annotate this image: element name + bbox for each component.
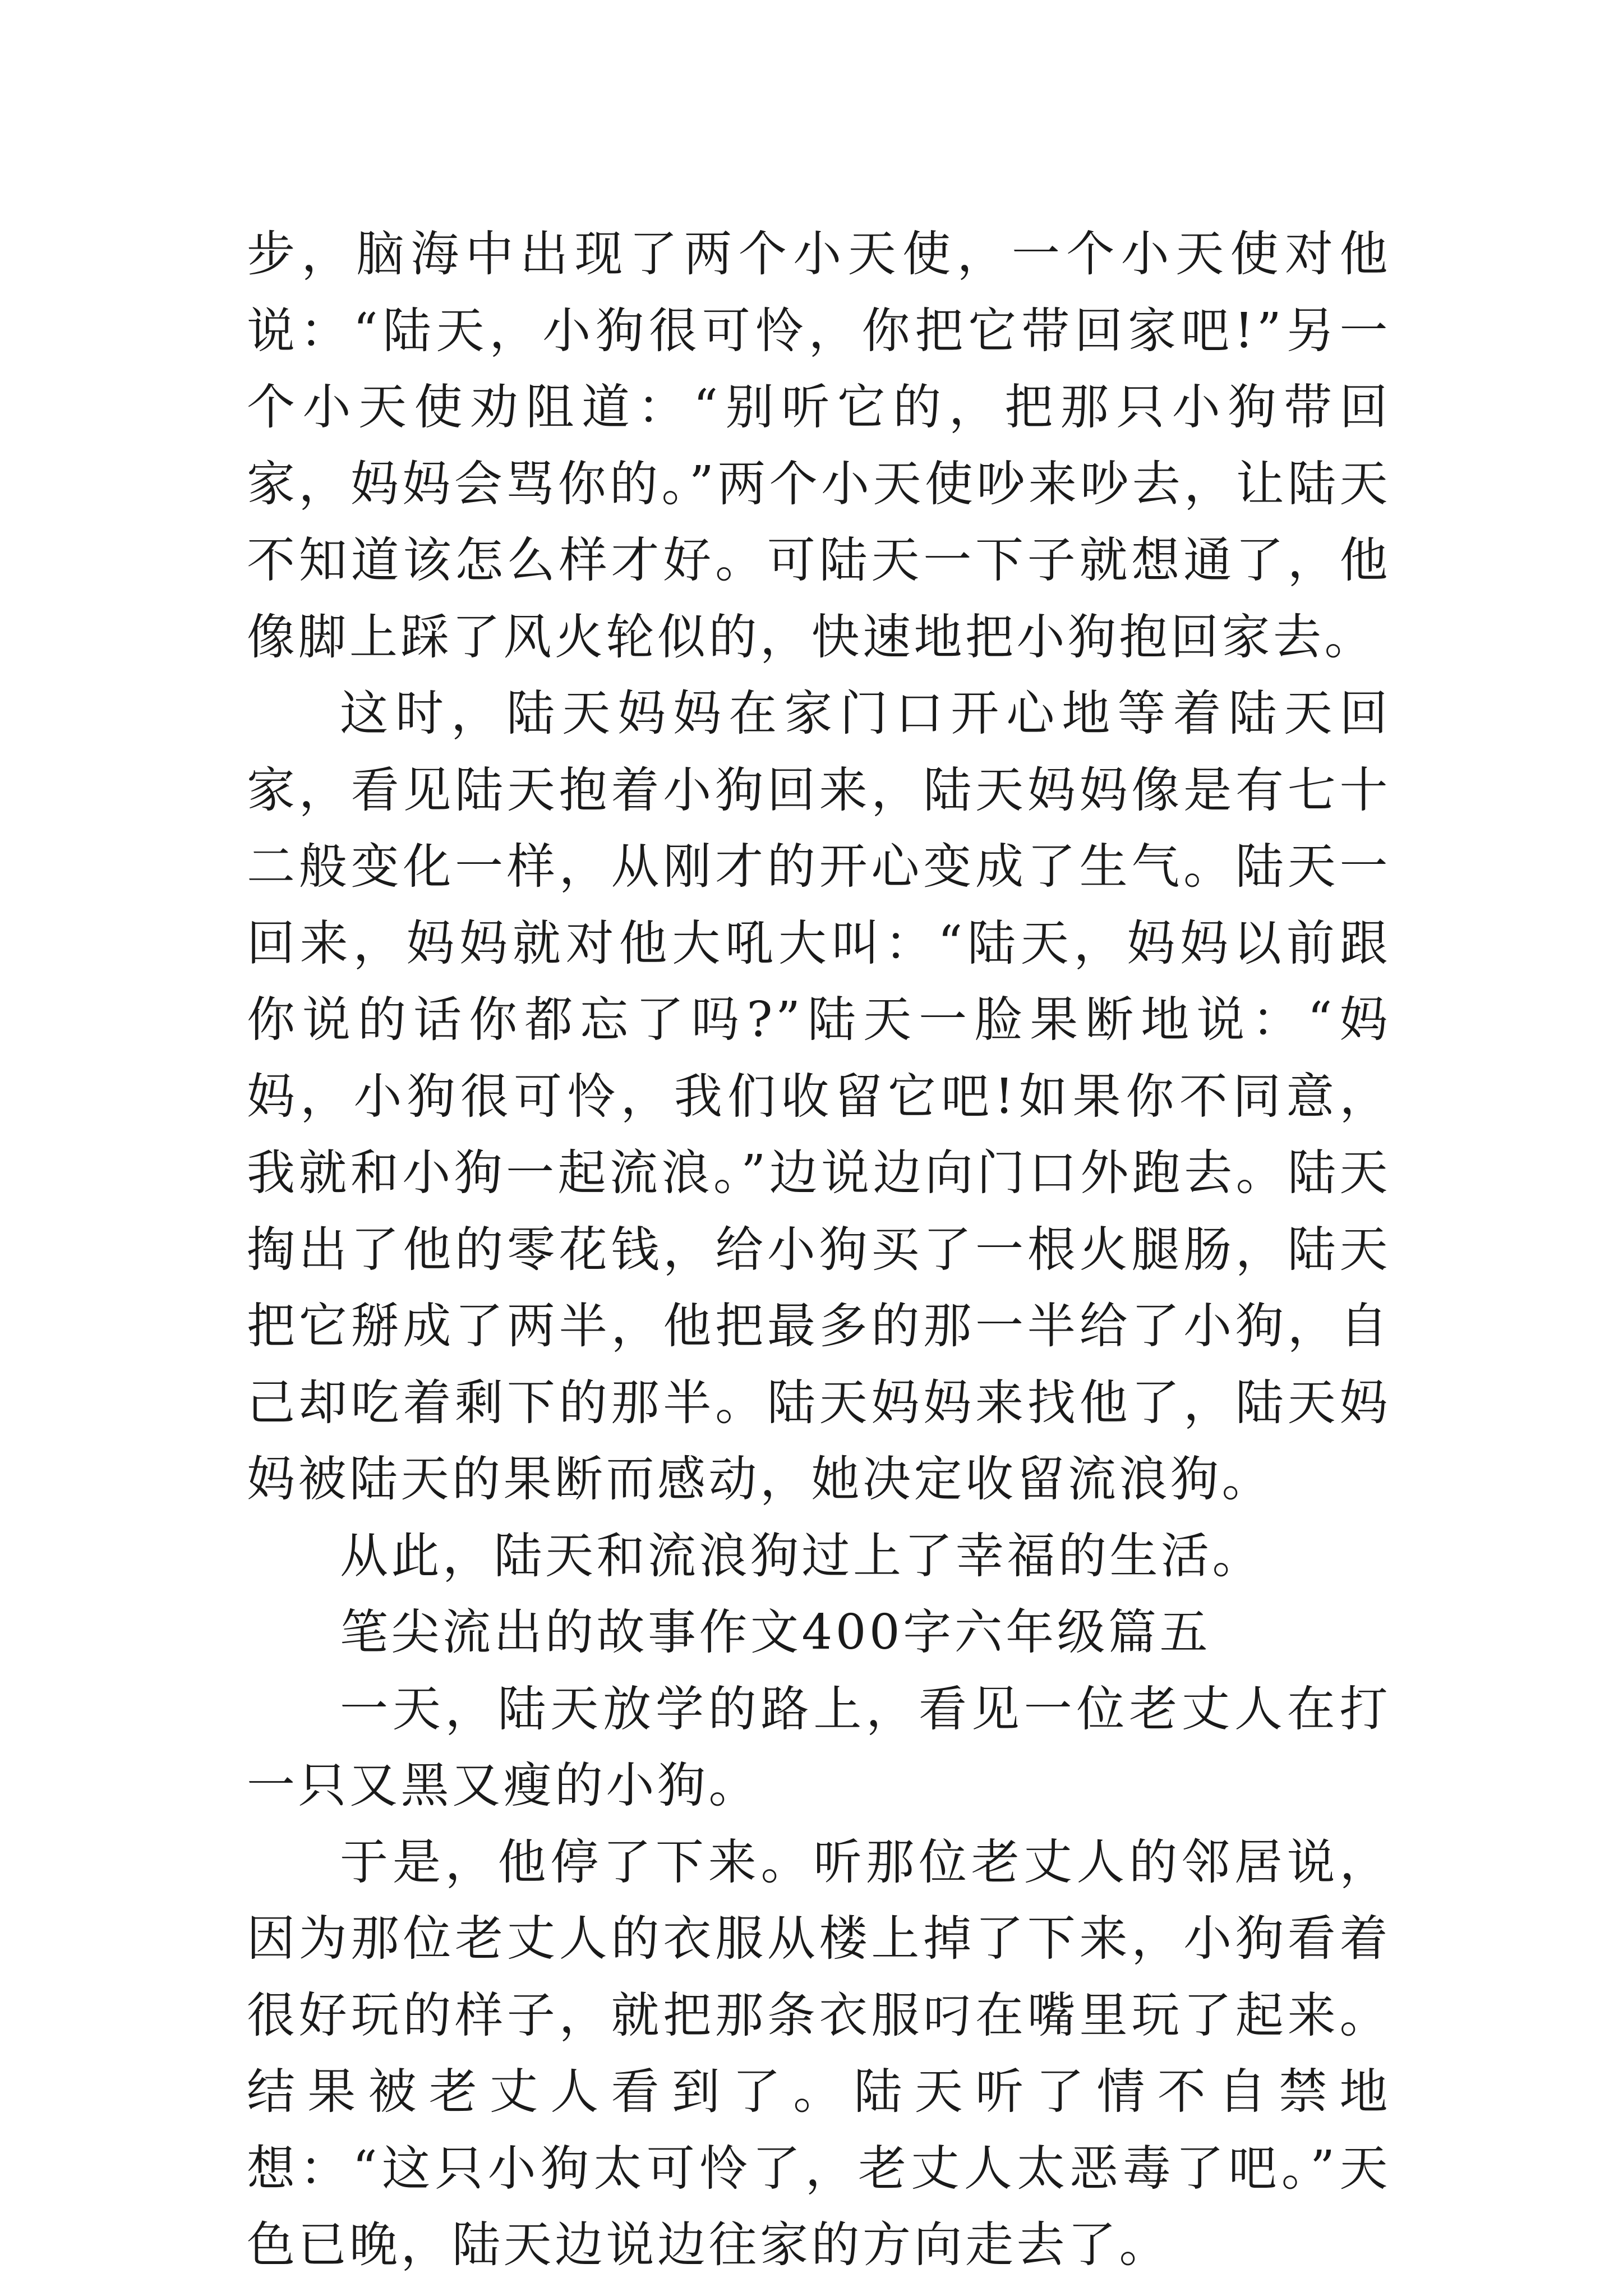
paragraph-story-middle: 于是，他停了下来。听那位老丈人的邻居说，因为那位老丈人的衣服从楼上掉了下来，小狗看着很好玩的样子，就把那条衣服叼在嘴里玩了起来。结果被老丈人看到了。陆天听了情不自禁地想：“这只小狗太可怜了，老丈人太恶毒了吧。”天色已晚，陆天边说边往家的方向走去了。 [247,1834,1391,2273]
paragraph-continuation: 步，脑海中出现了两个小天使，一个小天使对他说：“陆天，小狗很可怜，你把它带回家吧!”另一个小天使劝阻道：“别听它的，把那只小狗带回家，妈妈会骂你的。”两个小天使吵来吵去，让陆天不知道该怎么样才好。可陆天一下子就想通了，他像脚上踩了风火轮似的，快速地把小狗抱回家去。 [247,226,1391,665]
section-heading: 笔尖流出的故事作文400字六年级篇五 [340,1604,1211,1660]
paragraph-story-start: 一天，陆天放学的路上，看见一位老丈人在打一只又黑又瘦的小狗。 [247,1681,1391,1814]
paragraph-mother-reaction: 这时，陆天妈妈在家门口开心地等着陆天回家，看见陆天抱着小狗回来，陆天妈妈像是有七十二般变化一样，从刚才的开心变成了生气。陆天一回来，妈妈就对他大吼大叫：“陆天，妈妈以前跟你说的话你都忘了吗?”陆天一脸果断地说：“妈妈，小狗很可怜，我们收留它吧!如果你不同意，我就和小狗一起流浪。”边说边向门口外跑去。陆天掏出了他的零花钱，给小狗买了一根火腿肠，陆天把它掰成了两半，他把最多的那一半给了小狗，自己却吃着剩下的那半。陆天妈妈来找他了，陆天妈妈被陆天的果断而感动，她决定收留流浪狗。 [247,685,1391,1507]
paragraph-happy-ending: 从此，陆天和流浪狗过上了幸福的生活。 [340,1527,1264,1584]
document-body [247,216,1391,2284]
